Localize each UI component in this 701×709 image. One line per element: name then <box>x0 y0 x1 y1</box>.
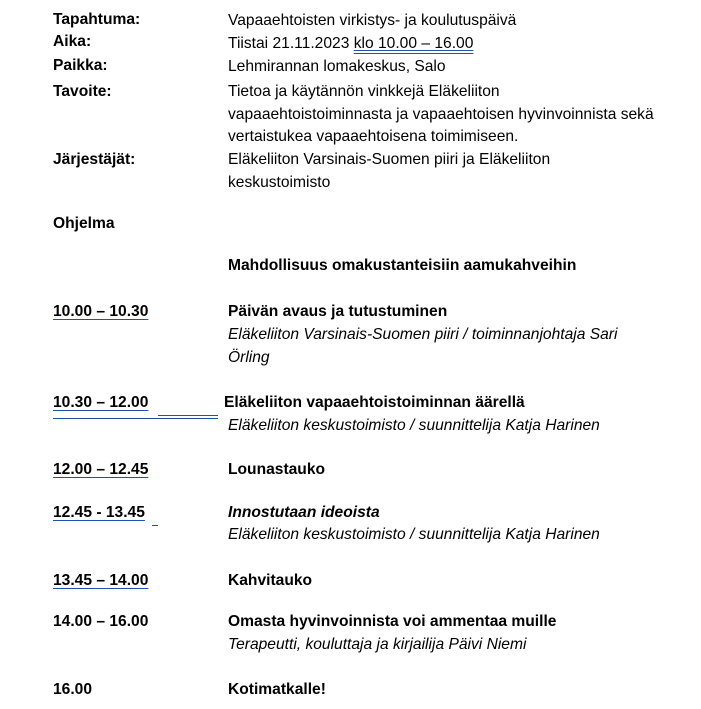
program-item-sub <box>228 524 600 547</box>
event-value: Vapaaehtoisten virkistys- ja koulutuspäivä <box>228 12 517 29</box>
time-label: Aika: <box>53 33 92 50</box>
program-item-sub <box>228 634 526 657</box>
program-item-title: Eläkeliiton vapaaehtoistoiminnan äärellä <box>224 394 525 411</box>
goal-value <box>228 81 654 149</box>
program-item-time: 10.00 – 10.30 <box>53 303 149 320</box>
program-item-sub-line: Eläkeliiton keskustoimisto / suunnittelija Katja Harinen <box>228 417 600 434</box>
program-item-title: Päivän avaus ja tutustuminen <box>228 303 448 320</box>
underline-extension <box>152 525 158 526</box>
goal-line: vapaaehtoistoiminnasta ja vapaaehtoisen hyvinvoinnista sekä <box>228 105 654 123</box>
organizers-line: Eläkeliiton Varsinais-Suomen piiri ja Eläkeliiton <box>228 151 551 168</box>
program-item-sub-line: Terapeutti, kouluttaja ja kirjailija Päivi Niemi <box>228 636 527 653</box>
organizers-value <box>228 149 550 194</box>
goal-label: Tavoite: <box>53 83 112 100</box>
goal-line: vertaistukea vapaaehtoisena toimimiseen. <box>228 128 519 146</box>
program-item-title: Omasta hyvinvoinnista voi ammentaa muille <box>228 613 557 630</box>
program-item-sub-line: Örling <box>228 348 270 366</box>
organizers-line: keskustoimisto <box>228 173 331 191</box>
time-value <box>228 33 473 56</box>
program-item-title: Kahvitauko <box>228 572 313 589</box>
program-item-time: 12.00 – 12.45 <box>53 461 149 478</box>
program-item-time: 16.00 <box>53 681 93 698</box>
program-item-sub <box>228 324 617 369</box>
underline-extension <box>158 415 218 416</box>
program-item-title: Kotimatkalle! <box>228 681 326 698</box>
place-label: Paikka: <box>53 57 108 74</box>
program-item-title: Lounastauko <box>228 461 326 478</box>
organizers-label: Järjestäjät: <box>53 151 136 168</box>
event-label: Tapahtuma: <box>53 11 141 28</box>
program-item-time: 13.45 – 14.00 <box>53 572 149 589</box>
program-heading: Ohjelma <box>53 215 115 232</box>
program-item-sub-line: Eläkeliiton Varsinais-Suomen piiri / toiminnanjohtaja Sari <box>228 326 618 343</box>
time-value-date: Tiistai 21.11.2023 <box>228 35 350 52</box>
program-item-sub-line: Eläkeliiton keskustoimisto / suunnittelija Katja Harinen <box>228 526 600 543</box>
goal-line: Tietoa ja käytännön vinkkejä Eläkeliiton <box>228 83 500 100</box>
place-value: Lehmirannan lomakeskus, Salo <box>228 58 446 75</box>
program-item-time: 12.45 - 13.45 <box>53 504 145 521</box>
program-item-time: 10.30 – 12.00 <box>53 394 149 411</box>
program-intro: Mahdollisuus omakustanteisiin aamukahveihin <box>228 257 577 274</box>
program-item-sub <box>228 415 600 438</box>
program-item-title: Innostutaan ideoista <box>228 504 380 521</box>
time-value-hours: klo 10.00 – 16.00 <box>353 35 474 52</box>
underline-extension <box>53 418 218 419</box>
program-item-time: 14.00 – 16.00 <box>53 613 149 630</box>
